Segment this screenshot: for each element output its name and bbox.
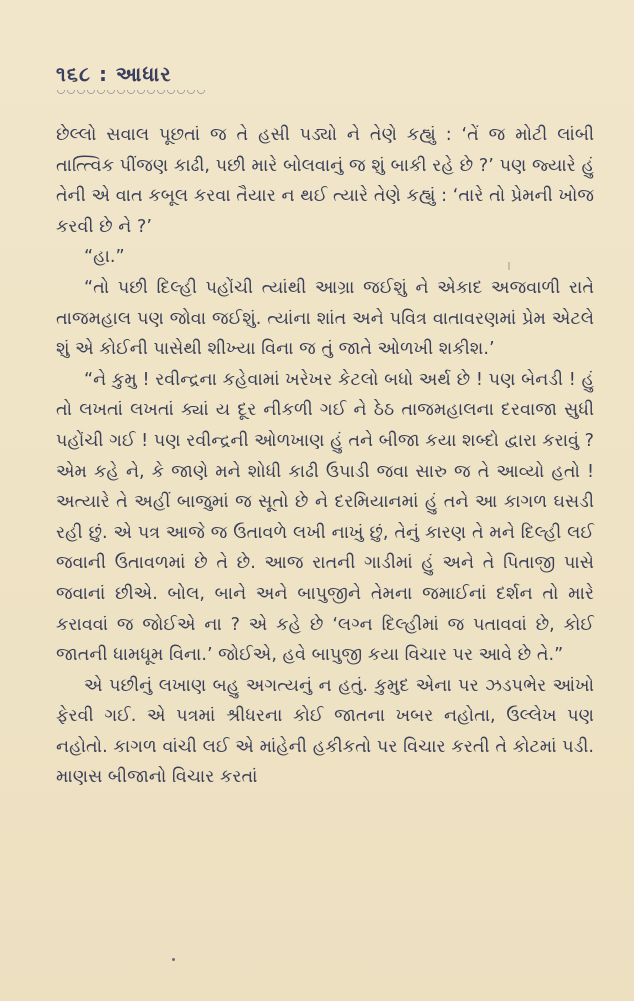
paragraph: “ને કુમુ ! રવીન્દ્રના કહેવામાં ખરેખર કેટલો બધો અર્થ છે ! પણ બેનડી ! હું તો લખતાં લખતાં ક્યાં ય દૂર નીકળી ગઈ ને ઠેઠ તાજમહાલના દરવાજા સુધી પહોંચી ગઈ ! પણ રવીન્દ્રની ઓળખાણ હું તને બીજા કયા શબ્દો દ્વારા કરાવું ? એમ કહે ને, કે જાણે મને શોધી કાઢી ઉપાડી જવા સારુ જ તે આવ્યો હતો ! અત્યારે તે અહીં બાજુમાં જ સૂતો છે ને દરમિયાનમાં હું તને આ કાગળ ઘસડી રહી છું. એ પત્ર આજે જ ઉતાવળે લખી નાખું છું, તેનું કારણ તે મને દિલ્હી લઈ જવાની ઉતાવળમાં છે તે છે. આજ રાતની ગાડીમાં હું અને તે પિતાજી પાસે જવાનાં છીએ. બોલ, બાને અને બાપુજીને તેમના જમાઈનાં દર્શન તો મારે કરાવવાં જ જોઈએ ના ? એ કહે છે ‘લગ્ન દિલ્હીમાં જ પતાવવાં છે, કોઈ જાતની ધામધૂમ વિના.’ જોઈએ, હવે બાપુજી કયા વિચાર પર આવે છે તે.” <box>56 369 594 666</box>
ink-dot <box>172 958 175 961</box>
page-header: ૧૬૮ : આધાર <box>56 62 172 86</box>
paragraph: “હા.” <box>84 247 125 268</box>
header-wavy-rule <box>56 90 206 98</box>
paragraph: એ પછીનું લખાણ બહુ અગત્યનું ન હતું. કુમુદ એના પર ઝડપભેર આંખો ફેરવી ગઈ. એ પત્રમાં શ્રીધરના કોઈ જાતના ખબર નહોતા, ઉલ્લેખ પણ નહોતો. કાગળ વાંચી લઈ એ માંહેની હકીકતો પર વિચાર કરતી તે કોટમાં પડી. માણસ બીજાનો વિચાર કરતાં <box>56 675 594 788</box>
paper-speck <box>508 262 510 270</box>
paragraph: છેલ્લો સવાલ પૂછતાં જ તે હસી પડ્યો ને તેણે કહ્યું : ‘તેં જ મોટી લાંબી તાત્ત્વિક પીંજણ કાઢી, પછી મારે બોલવાનું જ શું બાકી રહે છે ?’ પણ જ્યારે હું તેની એ વાત કબૂલ કરવા તૈયાર ન થઈ ત્યારે તેણે કહ્યું : ‘તારે તો પ્રેમની ખોજ કરવી છે ને ?’ <box>56 125 594 237</box>
paragraph: “તો પછી દિલ્હી પહોંચી ત્યાંથી આગ્રા જઈશું ને એકાદ અજવાળી રાતે તાજમહાલ પણ જોવા જઈશું. ત્યાંના શાંત અને પવિત્ર વાતાવરણમાં પ્રેમ એટલે શું એ કોઈની પાસેથી શીખ્યા વિના જ તું જાતે ઓળખી શકીશ.’ <box>56 277 594 360</box>
body-text <box>56 120 594 793</box>
